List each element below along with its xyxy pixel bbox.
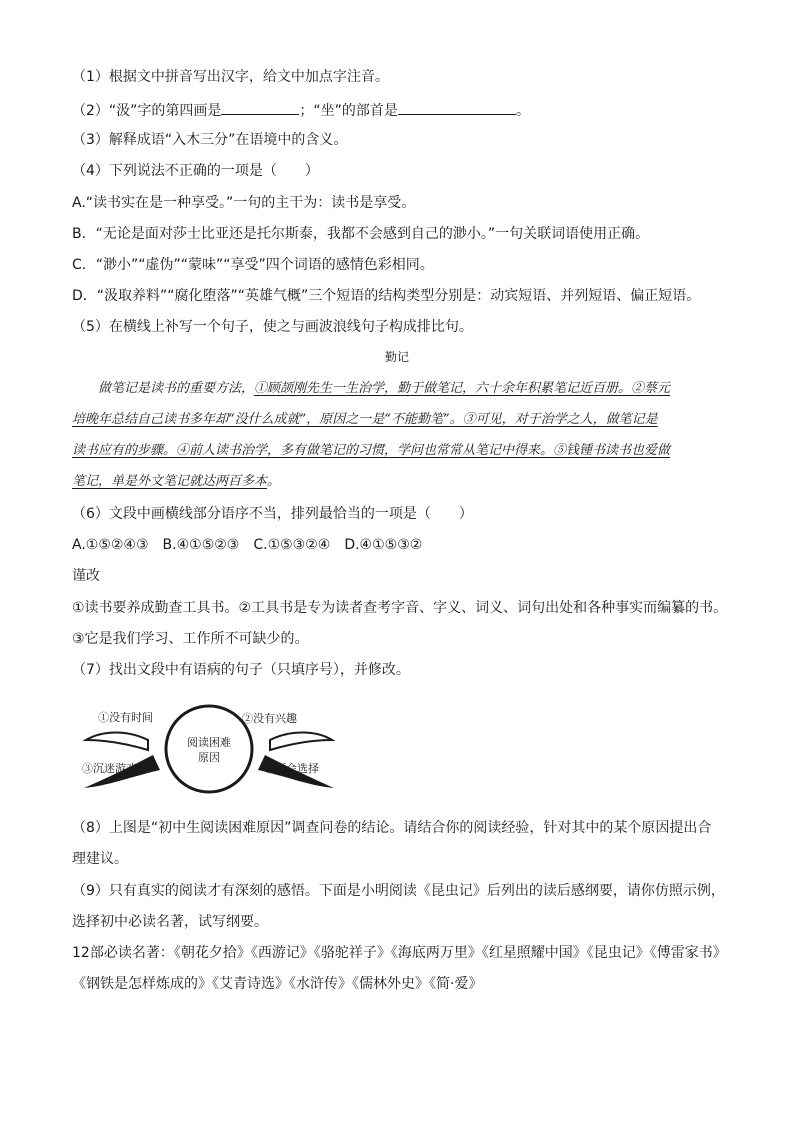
diagram-reason-3: ③沉迷游戏 [82, 762, 137, 775]
question-6-stem: （6）文段中画横线部分语序不当，排列最恰当的一项是（ ） [72, 506, 473, 522]
book-list-line-2: 《钢铁是怎样炼成的》《艾青诗选》《水浒传》《儒林外史》《简·爱》 [72, 976, 483, 992]
question-6-options: A.①⑤②④③ B.④①⑤②③ C.①⑤③②④ D.④①⑤③② [72, 537, 423, 553]
question-4-option-b: B．“无论是面对莎士比亚还是托尔斯泰，我都不会感到自己的渺小。”一句关联词语使用正确。 [72, 226, 650, 242]
correction-line-1: ①读书要养成勤查工具书。②工具书是专为读者查考字音、字义、词义、词句出处和各种事实而编纂的书。 [72, 600, 728, 616]
section-title: 谨改 [72, 568, 100, 584]
passage-line-1 [72, 381, 720, 397]
question-1: （1）根据文中拼音写出汉字，给文中加点字注音。 [72, 69, 389, 85]
passage-line-4-underlined: 笔记，单是外文笔记就达两百多本 [72, 474, 268, 489]
question-4-option-c: C．“渺小”“虚伪”“蒙味”“享受”四个词语的感情色彩相同。 [72, 257, 434, 273]
book-list-line-1: 12部必读名著：《朝花夕拾》《西游记》《骆驼祥子》《海底两万里》《红星照耀中国》《昆虫记》《傅雷家书》 [72, 945, 727, 961]
reading-difficulty-diagram [78, 700, 340, 800]
question-9-line-1: （9）只有真实的阅读才有深刻的感悟。下面是小明阅读《昆虫记》后列出的读后感纲要，请你仿照示例， [72, 883, 725, 899]
correction-line-2: ③它是我们学习、工作所不可缺少的。 [72, 631, 309, 647]
question-2-part-a: （2）“汲”字的第四画是 [72, 103, 222, 119]
question-2-part-c: 。 [515, 103, 530, 119]
diagram-reason-2: ②没有兴趣 [242, 712, 297, 725]
question-5: （5）在横线上补写一个句子，使之与画波浪线句子构成排比句。 [72, 319, 473, 335]
diagram-reason-4: ④不会选择 [264, 762, 319, 775]
passage-title: 勤记 [384, 350, 409, 364]
question-9-line-2: 选择初中必读名著，试写纲要。 [72, 914, 268, 930]
question-8-line-2: 理建议。 [72, 851, 128, 867]
passage-line-3: 读书应有的步骤。④前人读书治学，多有做笔记的习惯，学问也常常从笔记中得来。⑤钱锺书读书也爱做 [72, 443, 671, 458]
passage-line-1-underlined: ①顾颉刚先生一生治学，勤于做笔记，六十余年积累笔记近百册。②蔡元 [254, 381, 671, 396]
diagram-center-circle [166, 706, 252, 792]
answer-blank-stroke[interactable] [221, 100, 299, 115]
passage-line-4 [72, 474, 720, 490]
answer-blank-radical[interactable] [398, 100, 516, 115]
diagram-branch-upper-right [270, 733, 332, 751]
diagram-branch-upper-left [86, 733, 148, 751]
diagram-reason-1: ①没有时间 [98, 711, 153, 724]
question-4-stem: （4）下列说法不正确的一项是（ ） [72, 163, 319, 179]
diagram-center-line-1: 阅读困难 [187, 736, 231, 749]
question-7: （7）找出文段中有语病的句子（只填序号），并修改。 [72, 662, 410, 678]
question-3: （3）解释成语“入木三分”在语境中的含义。 [72, 132, 348, 148]
question-8-line-1: （8）上图是“初中生阅读困难原因”调查问卷的结论。请结合你的阅读经验，针对其中的某个原因提出合 [72, 820, 712, 836]
question-2-part-b: ；“坐”的部首是 [299, 103, 398, 119]
diagram-center-line-2: 原因 [198, 751, 220, 764]
passage-line-1-plain: 做笔记是读书的重要方法， [98, 381, 255, 396]
question-4-option-a: A.“读书实在是一种享受。”一句的主干为：读书是享受。 [72, 195, 416, 211]
passage-line-2: 培晚年总结自己读书多年却“没什么成就”，原因之一是“不能勤笔”。③可见，对于治学之人，做笔记是 [72, 412, 658, 427]
question-2 [72, 100, 732, 120]
passage-line-4-end: 。 [267, 474, 281, 489]
question-4-option-d: D．“汲取养料”“腐化堕落”“英雄气概”三个短语的结构类型分别是：动宾短语、并列短语、偏正短语。 [72, 288, 701, 304]
